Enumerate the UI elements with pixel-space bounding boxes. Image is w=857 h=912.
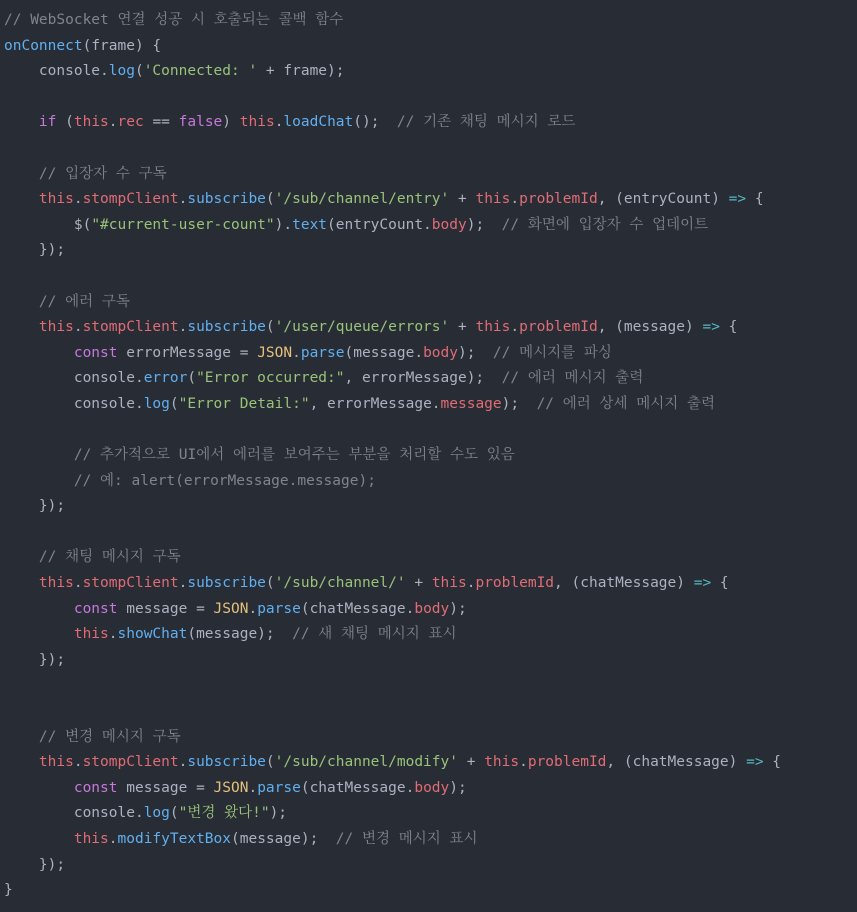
code-token: // 에러 메시지 출력 <box>501 370 644 387</box>
code-token <box>4 549 39 565</box>
code-line <box>0 264 857 290</box>
code-token: ( <box>169 805 179 822</box>
code-token: => <box>728 191 747 208</box>
code-token: showChat <box>117 626 188 643</box>
code-line <box>0 648 857 674</box>
code-token <box>4 166 39 182</box>
code-token <box>4 447 74 463</box>
code-line <box>0 315 857 341</box>
code-token: . <box>134 805 144 822</box>
code-line <box>0 213 857 239</box>
code-token: const <box>73 600 118 617</box>
code-token: + <box>457 754 485 771</box>
code-token: . <box>510 191 520 208</box>
code-token: ) { <box>134 37 162 54</box>
code-line <box>0 827 857 853</box>
code-token: ( <box>265 319 275 336</box>
code-token: problemId <box>519 319 598 336</box>
code-line <box>0 597 857 623</box>
code-token: modifyTextBox <box>117 831 231 847</box>
code-line <box>0 443 857 469</box>
code-token: { <box>719 319 738 336</box>
code-token: ). <box>274 216 293 233</box>
code-line <box>0 750 857 776</box>
code-line <box>0 341 857 367</box>
code-token: // 메시지를 파싱 <box>492 344 612 361</box>
code-token: , (entryCount) <box>597 191 729 208</box>
code-token: // 에러 구독 <box>38 293 130 310</box>
code-token: }); <box>4 498 66 515</box>
code-token: ( <box>265 191 275 208</box>
code-token: frame <box>91 37 135 54</box>
code-token: // 새 채팅 메시지 표시 <box>292 626 457 643</box>
code-token: => <box>746 754 764 771</box>
code-token: { <box>711 575 729 592</box>
code-line <box>0 187 857 213</box>
code-token: + <box>449 191 476 208</box>
code-token: . <box>178 191 188 208</box>
code-line <box>0 162 857 188</box>
code-token: stompClient <box>82 319 179 336</box>
code-line <box>0 699 857 725</box>
code-token: (message. <box>344 344 424 361</box>
code-token: text <box>292 216 328 233</box>
code-line <box>0 110 857 136</box>
code-token: . <box>274 114 284 131</box>
code-token: ); <box>449 779 467 796</box>
code-token: + <box>449 319 476 336</box>
code-line <box>0 136 857 162</box>
code-token: . <box>178 319 188 336</box>
code-token: (entryCount. <box>327 216 432 233</box>
code-token: body <box>431 216 467 233</box>
code-token: console <box>4 805 135 822</box>
code-token: ( <box>187 370 197 387</box>
code-token: 'Connected: ' <box>143 63 258 80</box>
code-token <box>4 754 39 770</box>
code-token: body <box>414 600 450 617</box>
code-token: }); <box>4 856 66 873</box>
code-token: . <box>73 319 83 336</box>
code-token: // 채팅 메시지 구독 <box>38 549 181 566</box>
code-token: + frame); <box>257 63 345 80</box>
code-token: parse <box>300 344 345 361</box>
code-line <box>0 801 857 827</box>
code-token: ); <box>449 600 467 617</box>
code-line <box>0 494 857 520</box>
code-token: }); <box>4 242 66 259</box>
code-token: subscribe <box>187 754 266 771</box>
code-token <box>4 191 39 207</box>
code-token: stompClient <box>82 191 179 208</box>
code-token: log <box>143 395 170 412</box>
code-token: + <box>405 575 432 592</box>
code-token <box>4 473 74 489</box>
code-token: . <box>73 191 83 208</box>
code-token: error <box>143 370 188 387</box>
code-token <box>4 601 74 617</box>
code-token: this <box>73 114 109 131</box>
code-token: // 입장자 수 구독 <box>38 165 167 182</box>
code-token: , errorMessage); <box>344 370 502 387</box>
code-token: "Error occurred:" <box>196 370 345 387</box>
code-token: // 화면에 입장자 수 업데이트 <box>501 216 709 233</box>
code-token: console <box>4 63 101 80</box>
code-token: . <box>510 319 520 336</box>
code-token: == <box>143 114 179 131</box>
code-token: . <box>178 754 188 771</box>
code-token: . <box>108 626 118 643</box>
code-token: // WebSocket 연결 성공 시 호출되는 콜백 함수 <box>4 12 344 28</box>
code-token: // 변경 메시지 표시 <box>335 831 478 847</box>
code-token: (message); <box>187 626 293 643</box>
code-token: $( <box>4 216 92 233</box>
code-token: this <box>38 575 74 592</box>
code-token: ( <box>134 63 144 80</box>
code-line <box>0 776 857 802</box>
code-token: const <box>73 779 118 796</box>
code-token: , (message) <box>597 319 703 336</box>
code-token: JSON <box>213 600 249 617</box>
code-token: console <box>4 395 135 412</box>
code-token: '/sub/channel/modify' <box>274 754 458 771</box>
code-token: . <box>134 370 144 387</box>
code-token: problemId <box>527 754 607 771</box>
code-token: // 기존 채팅 메시지 로드 <box>396 114 576 131</box>
code-token: problemId <box>475 575 555 592</box>
code-token: . <box>519 754 528 771</box>
code-token: { <box>746 191 764 208</box>
code-token: , (chatMessage) <box>554 575 694 592</box>
code-token: this <box>73 626 109 643</box>
code-token: ); <box>501 395 537 412</box>
code-line <box>0 878 857 904</box>
code-token: . <box>292 344 301 361</box>
code-token: { <box>763 754 782 771</box>
code-token: JSON <box>257 344 293 361</box>
code-token: ( <box>56 114 74 131</box>
code-token: log <box>143 805 170 822</box>
code-token: "변경 왔다!" <box>178 805 270 822</box>
code-token: ( <box>82 37 92 54</box>
code-token: . <box>466 575 476 592</box>
code-token: . <box>248 779 258 796</box>
code-token: problemId <box>519 191 598 208</box>
code-token: log <box>108 63 135 80</box>
code-token: this <box>431 575 467 592</box>
code-token: this <box>239 114 275 131</box>
code-token: subscribe <box>187 575 266 592</box>
code-line <box>0 366 857 392</box>
code-line <box>0 673 857 699</box>
code-token: this <box>484 754 520 771</box>
code-token: . <box>134 395 144 412</box>
code-token: } <box>4 882 13 899</box>
code-token: // 에러 상세 메시지 출력 <box>536 395 716 412</box>
code-line <box>0 418 857 444</box>
code-token: parse <box>257 600 301 617</box>
code-token: body <box>423 344 458 361</box>
code-line <box>0 34 857 60</box>
code-token <box>4 114 39 130</box>
code-token: rec <box>117 114 144 131</box>
code-token: ( <box>265 575 275 592</box>
code-token: parse <box>257 779 301 796</box>
code-token: message = <box>117 779 214 796</box>
code-token: loadChat <box>283 114 354 131</box>
code-token: // 변경 메시지 구독 <box>38 728 181 745</box>
code-token: '/sub/channel/entry' <box>274 191 450 208</box>
code-token <box>4 575 39 591</box>
code-token: , (chatMessage) <box>606 754 747 771</box>
code-line <box>0 290 857 316</box>
code-token <box>4 319 39 335</box>
code-token <box>4 780 74 796</box>
code-line <box>0 571 857 597</box>
code-token: "#current-user-count" <box>91 216 275 233</box>
code-token: '/user/queue/errors' <box>274 319 450 336</box>
code-token: , errorMessage. <box>309 395 441 412</box>
code-token: const <box>73 344 118 361</box>
code-token: subscribe <box>187 191 266 208</box>
code-token: . <box>178 575 188 592</box>
code-token: => <box>702 319 720 336</box>
code-line <box>0 853 857 879</box>
code-line <box>0 622 857 648</box>
code-token: // 추가적으로 UI에서 에러를 보여주는 부분을 처리할 수도 있음 <box>73 447 515 464</box>
code-token: . <box>100 63 109 80</box>
code-line <box>0 469 857 495</box>
code-token: . <box>73 754 83 771</box>
code-token <box>4 831 74 847</box>
code-token: this <box>38 754 74 771</box>
code-line <box>0 392 857 418</box>
code-token: . <box>108 114 118 131</box>
code-token: (chatMessage. <box>300 779 415 796</box>
code-token: false <box>178 114 223 131</box>
code-token: stompClient <box>82 575 179 592</box>
code-token: subscribe <box>187 319 266 336</box>
code-line <box>0 520 857 546</box>
code-line <box>0 238 857 264</box>
code-token: => <box>693 575 712 592</box>
code-token: message <box>440 395 502 412</box>
code-token <box>4 345 74 361</box>
code-token: errorMessage = <box>117 344 258 361</box>
code-line <box>0 725 857 751</box>
code-token: JSON <box>213 779 249 796</box>
code-token: this <box>475 319 511 336</box>
code-token: ( <box>265 754 275 771</box>
code-line <box>0 8 857 34</box>
code-token: }); <box>4 651 66 668</box>
code-token: if <box>38 114 57 131</box>
code-token: . <box>248 600 258 617</box>
code-token: . <box>108 831 118 847</box>
code-line <box>0 59 857 85</box>
code-token: '/sub/channel/' <box>274 575 406 592</box>
code-line <box>0 85 857 111</box>
code-token: ); <box>466 216 502 233</box>
code-token: onConnect <box>4 37 83 54</box>
code-token: ); <box>269 805 288 822</box>
code-token: ( <box>169 395 179 412</box>
code-token: message = <box>117 600 214 617</box>
code-token: "Error Detail:" <box>178 395 310 412</box>
code-token: stompClient <box>82 754 179 771</box>
code-token: this <box>73 831 109 847</box>
code-token: (); <box>353 114 397 131</box>
code-token: ); <box>458 344 493 361</box>
code-token <box>4 729 39 745</box>
code-token: (chatMessage. <box>300 600 415 617</box>
code-token: this <box>38 319 74 336</box>
code-token: console <box>4 370 135 387</box>
code-token <box>4 626 74 642</box>
code-token: . <box>73 575 83 592</box>
code-token: // 예: alert(errorMessage.message); <box>73 472 376 489</box>
code-token <box>4 294 39 310</box>
code-token: (message); <box>231 831 336 847</box>
code-token: this <box>38 191 74 208</box>
code-line <box>0 545 857 571</box>
code-token: body <box>414 779 450 796</box>
code-token: this <box>475 191 511 208</box>
code-token: ) <box>222 114 240 131</box>
